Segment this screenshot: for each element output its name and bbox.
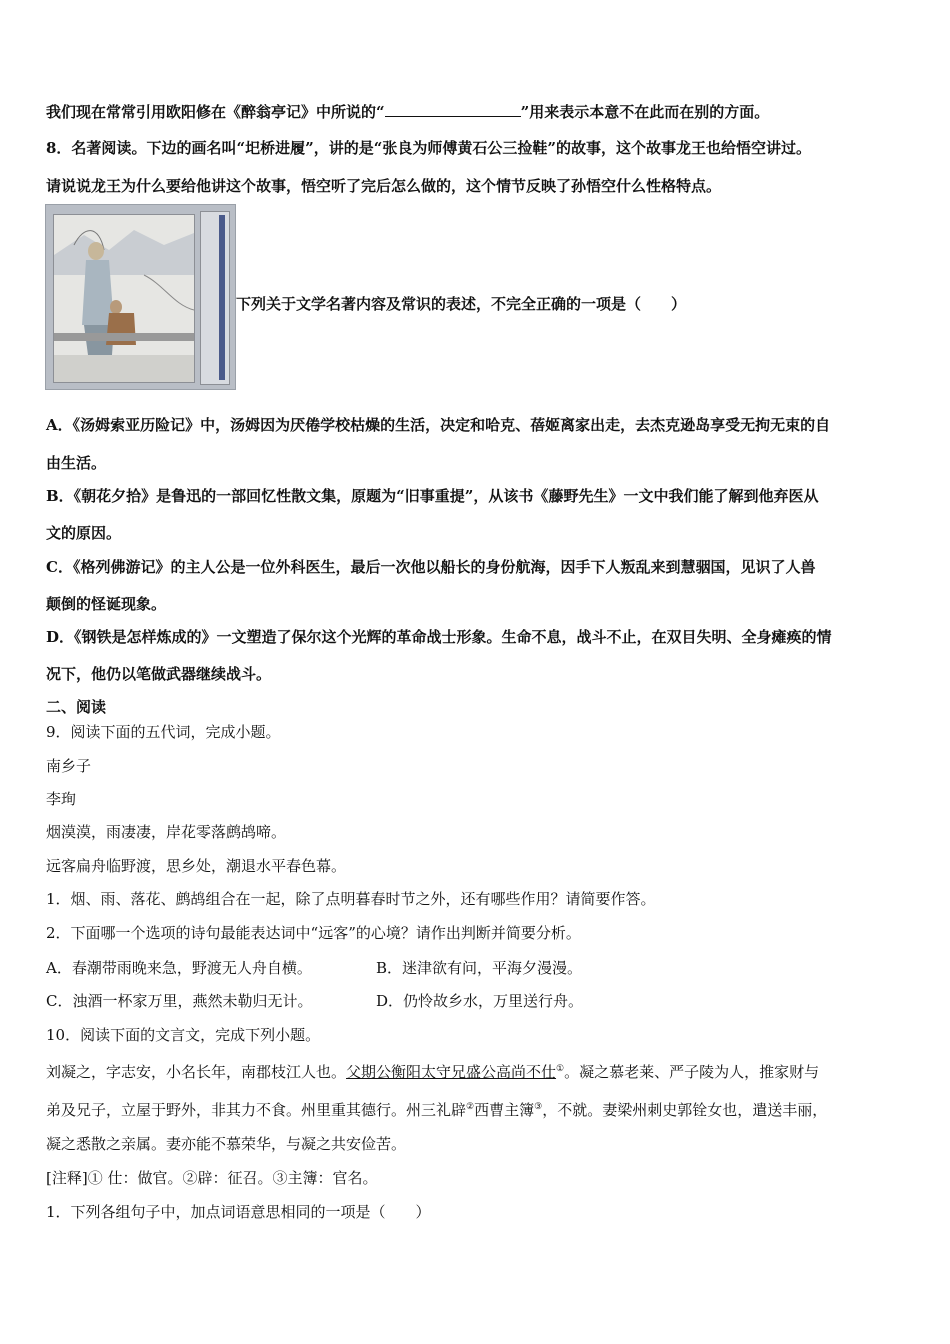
q9-stem: 9．阅读下面的五代词，完成小题。: [46, 723, 281, 741]
passage-text: 。凝之慕老莱、严子陵为人，推家财与: [564, 1063, 820, 1081]
passage-line-2: [46, 1097, 827, 1120]
q9-sub-1: 1．烟、雨、落花、鹧鸪组合在一起，除了点明暮春时节之外，还有哪些作用？请简要作答。: [46, 890, 656, 908]
option-d-line-1: D．《钢铁是怎样炼成的》一文塑造了保尔这个光辉的革命战士形象。生命不息，战斗不止，在双目失明、全身瘫痪的情: [46, 628, 832, 646]
q8-line-2: 请说说龙王为什么要给他讲这个故事，悟空听了完后怎么做的，这个情节反映了孙悟空什么性格特点。: [46, 177, 722, 195]
option-c-line-2: 颠倒的怪诞现象。: [46, 595, 167, 613]
options-row-2: [46, 991, 584, 1011]
painting-scroll-bar: [219, 215, 225, 380]
answer-blank[interactable]: [385, 102, 521, 117]
note-marker: ②: [466, 1102, 475, 1112]
options-row-1: [46, 958, 583, 978]
question-text: 我们现在常常引用欧阳修在《醉翁亭记》中所说的“: [46, 103, 385, 121]
option-b: B．迷津欲有问，平海夕漫漫。: [376, 959, 583, 977]
poem-line-1: 烟漠漠，雨凄凄，岸花零落鹧鸪啼。: [46, 823, 287, 841]
passage-text: 刘凝之，字志安，小名长年，南郡枝江人也。: [46, 1063, 347, 1081]
option-a-line-2: 由生活。: [46, 454, 107, 472]
section-heading-reading: 二、阅读: [46, 698, 107, 716]
fill-blank-question: [46, 102, 769, 122]
option-d: D．仍怜故乡水，万里送行舟。: [376, 992, 584, 1010]
option-b-line-2: 文的原因。: [46, 524, 122, 542]
passage-line-1: [46, 1059, 819, 1082]
painting-scene: [53, 214, 195, 383]
passage-text: ，不就。妻梁州刺史郭铨女也，遣送丰丽，: [542, 1101, 828, 1119]
poem-title: 南乡子: [46, 757, 92, 775]
q10-stem: 10．阅读下面的文言文，完成下列小题。: [46, 1026, 321, 1044]
underlined-sentence: 父期公衡阳太守兄盛公高尚不仕: [346, 1063, 557, 1081]
literature-question: 下列关于文学名著内容及常识的表述，不完全正确的一项是（ ）: [236, 295, 687, 313]
passage-text: 弟及兄子，立屋于野外，非其力不食。州里重其德行。州三礼辟: [46, 1101, 467, 1119]
poem-author: 李珣: [46, 790, 77, 808]
note-marker: ①: [556, 1064, 565, 1074]
painting-image: [45, 204, 236, 390]
q8-line-1: 8．名著阅读。下边的画名叫“圯桥进履”，讲的是“张良为师傅黄石公三捡鞋”的故事，这个故事龙王也给悟空讲过。: [46, 139, 811, 157]
painting-frame-side: [200, 211, 230, 385]
poem-line-2: 远客扁舟临野渡，思乡处，潮退水平春色幕。: [46, 857, 347, 875]
option-a-line-1: A．《汤姆索亚历险记》中，汤姆因为厌倦学校枯燥的生活，决定和哈克、蓓姬离家出走，去杰克逊岛享受无拘无束的自: [46, 416, 831, 434]
note-marker: ③: [534, 1102, 543, 1112]
option-c: C．浊酒一杯家万里，燕然未勒归无计。: [46, 992, 313, 1010]
q10-sub-1: 1．下列各组句子中，加点词语意思相同的一项是（ ）: [46, 1203, 431, 1221]
option-a: A．春潮带雨晚来急，野渡无人舟自横。: [46, 959, 312, 977]
option-c-line-1: C．《格列佛游记》的主人公是一位外科医生，最后一次他以船长的身份航海，因手下人叛乱来到慧骃国，见识了人兽: [46, 558, 816, 576]
passage-text: 西曹主簿: [474, 1101, 535, 1119]
option-d-line-2: 况下，他仍以笔做武器继续战斗。: [46, 665, 272, 683]
question-text-end: ”用来表示本意不在此而在别的方面。: [520, 103, 770, 121]
annotation-notes: [注释]① 仕：做官。②辟：征召。③主簿：官名。: [46, 1169, 378, 1187]
option-b-line-1: B．《朝花夕拾》是鲁迅的一部回忆性散文集，原题为“旧事重提”，从该书《藤野先生》一文中我们能了解到他弃医从: [46, 487, 819, 505]
passage-line-3: 凝之悉散之亲属。妻亦能不慕荣华，与凝之共安俭苦。: [46, 1135, 407, 1153]
q9-sub-2: 2．下面哪一个选项的诗句最能表达词中“远客”的心境？请作出判断并简要分析。: [46, 924, 581, 942]
